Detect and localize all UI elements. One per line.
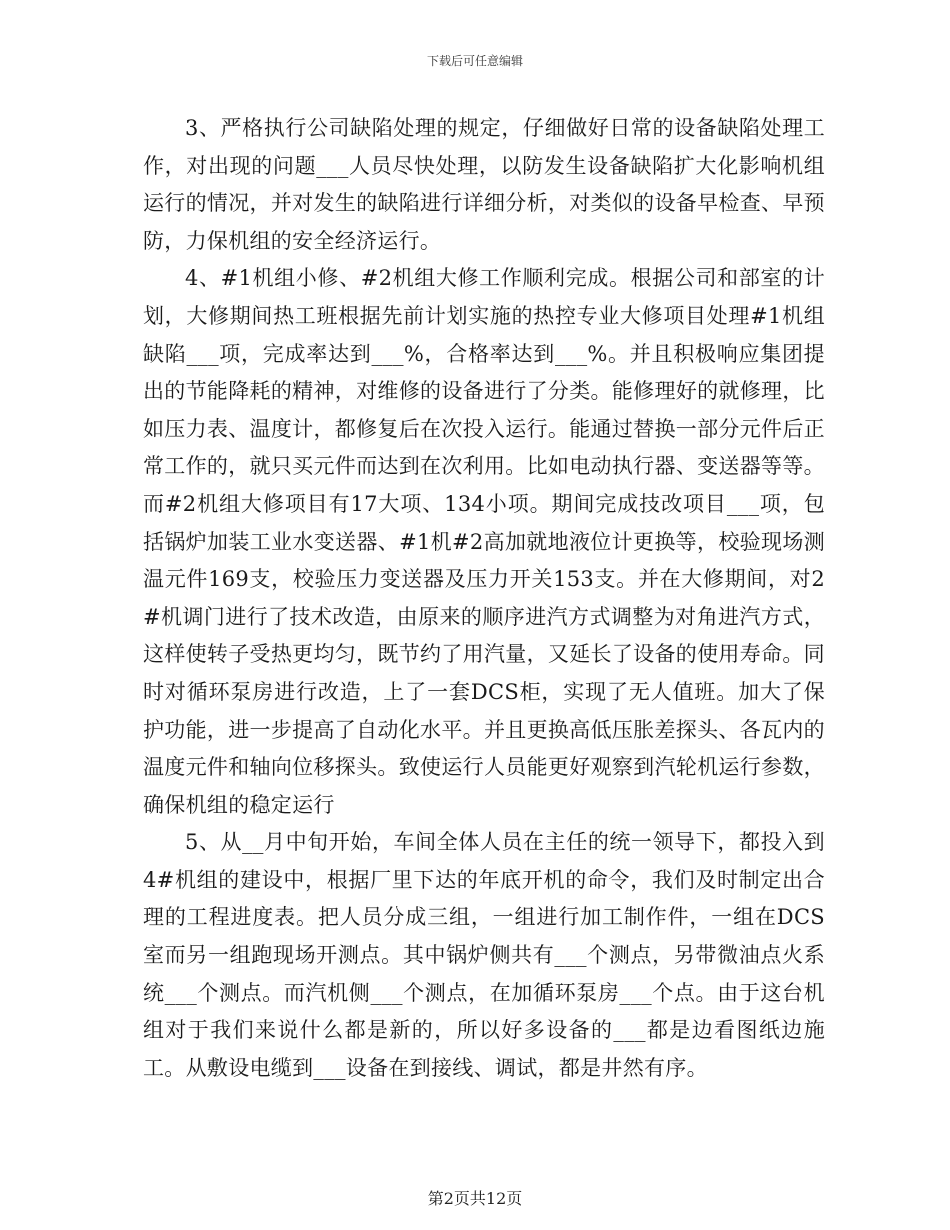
document-body bbox=[143, 110, 825, 1087]
paragraph-item-3: 3、严格执行公司缺陷处理的规定，仔细做好日常的设备缺陷处理工作，对出现的问题___人员尽快处理，以防发生设备缺陷扩大化影响机组运行的情况，并对发生的缺陷进行详细分析，对类似的设备早检查、早预防，力保机组的安全经济运行。 bbox=[143, 116, 825, 253]
page-number: 第2页共12页 bbox=[427, 1189, 523, 1208]
paragraph-item-5: 5、从__月中旬开始，车间全体人员在主任的统一领导下，都投入到4#机组的建设中，根据厂里下达的年底开机的命令，我们及时制定出合理的工程进度表。把人员分成三组，一组进行加工制作件，一组在DCS室而另一组跑现场开测点。其中锅炉侧共有___个测点，另带微油点火系统___个测点。而汽机侧___个测点，在加循环泵房___个点。由于这台机组对于我们来说什么都是新的，所以好多设备的___都是边看图纸边施工。从敷设电缆到___设备在到接线、调试，都是井然有序。 bbox=[143, 830, 825, 1080]
page-header-note: 下载后可任意编辑 bbox=[426, 54, 523, 68]
paragraph-item-4: 4、#1机组小修、#2机组大修工作顺利完成。根据公司和部室的计划，大修期间热工班根据先前计划实施的热控专业大修项目处理#1机组缺陷___项，完成率达到___%，合格率达到___%。并且积极响应集团提出的节能降耗的精神，对维修的设备进行了分类。能修理好的就修理，比如压力表、温度计，都修复后在次投入运行。能通过替换一部分元件后正常工作的，就只买元件而达到在次利用。比如电动执行器、变送器等等。而#2机组大修项目有17大项、134小项。期间完成技改项目___项，包括锅炉加装工业水变送器、#1机#2高加就地液位计更换等，校验现场测温元件169支，校验压力变送器及压力开关153支。并在大修期间，对2#机调门进行了技术改造，由原来的顺序进汽方式调整为对角进汽方式，这样使转子受热更均匀，既节约了用汽量，又延长了设备的使用寿命。同时对循环泵房进行改造，上了一套DCS柜，实现了无人值班。加大了保护功能，进一步提高了自动化水平。并且更换高低压胀差探头、各瓦内的温度元件和轴向位移探头。致使运行人员能更好观察到汽轮机运行参数，确保机组的稳定运行 bbox=[143, 266, 825, 817]
